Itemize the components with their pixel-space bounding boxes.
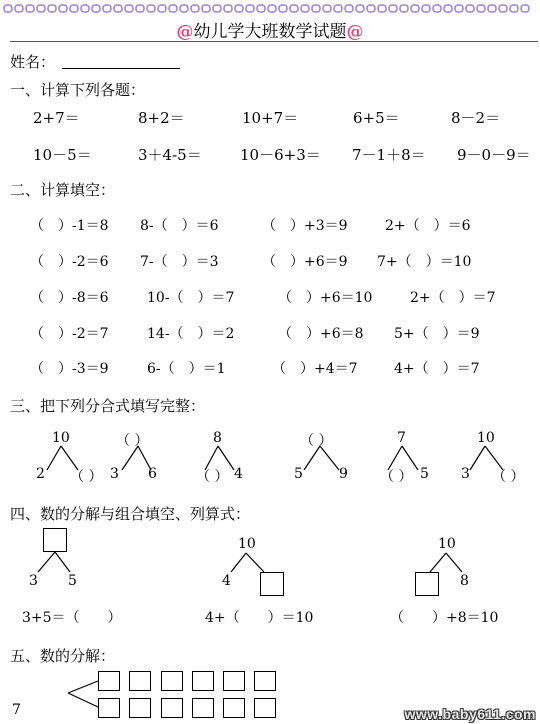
s4-tree-left: 4 (222, 573, 231, 589)
s2-item: （ ）-1＝8 (30, 218, 109, 234)
s1-item: 8+2＝ (138, 109, 185, 127)
answer-box[interactable] (254, 671, 276, 691)
s2-item: （ ）-2＝7 (30, 326, 109, 342)
section3-heading: 三、把下列分合式填写完整： (10, 397, 206, 415)
s4-equation: （ ）+8＝10 (390, 610, 499, 626)
swirl-icon-left: @ (176, 22, 194, 42)
s1-item: 6+5＝ (353, 109, 400, 127)
s2-item: 4+（ ）＝7 (394, 361, 480, 377)
s3-tree-top: 10 (52, 430, 70, 446)
answer-box[interactable] (260, 572, 284, 596)
s1-item: 3＋4-5＝ (138, 146, 202, 164)
answer-box[interactable] (223, 671, 245, 691)
answer-box[interactable] (254, 698, 276, 718)
s2-item: （ ）-3＝9 (30, 361, 109, 377)
s3-tree-right: 6 (148, 466, 157, 482)
title-text: 幼儿学大班数学试题 (193, 22, 347, 42)
s2-item: （ ）+4＝7 (272, 361, 358, 377)
s2-item: 5+（ ）＝9 (394, 326, 480, 342)
s3-tree-top: 10 (477, 430, 495, 446)
s3-tree-top: 7 (397, 430, 406, 446)
s2-item: 10-（ ）＝7 (147, 290, 235, 306)
section1-heading: 一、计算下列各题： (10, 81, 146, 99)
s1-item: 2+7＝ (33, 109, 80, 127)
s4-tree-top: 10 (438, 536, 456, 552)
s4-tree-top: 10 (238, 536, 256, 552)
s1-item: 10+7＝ (242, 109, 299, 127)
s4-equation: 4+（ ）＝10 (205, 610, 314, 626)
s2-item: （ ）-8＝6 (30, 290, 109, 306)
s2-item: 2+（ ）＝7 (410, 290, 496, 306)
answer-box[interactable] (192, 671, 214, 691)
s1-item: 9－0－9＝ (457, 146, 531, 164)
answer-box[interactable] (98, 698, 120, 718)
s3-tree-right[interactable]: （ ） (70, 469, 103, 485)
s3-tree-left: 5 (294, 466, 303, 482)
s3-tree-top[interactable]: （ ） (300, 433, 333, 449)
s3-tree-right: 9 (339, 466, 348, 482)
s2-item: （ ）+6＝8 (278, 326, 364, 342)
swirl-icon-right: @ (346, 22, 364, 42)
s1-item: 10－6+3＝ (240, 146, 321, 164)
name-label: 姓名： (10, 53, 56, 71)
s5-number: 7 (12, 702, 21, 718)
s3-tree-left: 3 (110, 466, 119, 482)
s3-tree-left: 3 (461, 466, 470, 482)
s2-item: （ ）+3＝9 (262, 218, 348, 234)
s3-tree-left[interactable]: （ ） (196, 469, 229, 485)
s4-equation: 3+5＝（ ） (22, 610, 122, 626)
s4-tree-right: 5 (68, 573, 77, 589)
s2-item: （ ）+6＝10 (278, 290, 373, 306)
answer-box[interactable] (192, 698, 214, 718)
s2-item: 8-（ ）＝6 (140, 218, 219, 234)
s3-tree-left[interactable]: （ ） (380, 469, 413, 485)
s2-item: 6-（ ）＝1 (147, 361, 226, 377)
section2-heading: 二、计算填空： (10, 181, 116, 199)
s1-item: 10－5＝ (33, 146, 92, 164)
s2-item: 2+（ ）＝6 (385, 218, 471, 234)
s3-tree-right[interactable]: （ ） (492, 469, 525, 485)
s1-item: 7－1＋8＝ (352, 146, 426, 164)
s2-item: 7+（ ）＝10 (377, 254, 472, 270)
s3-tree-right: 5 (420, 466, 429, 482)
answer-box[interactable] (98, 671, 120, 691)
answer-box[interactable] (223, 698, 245, 718)
s2-item: 14-（ ）＝2 (147, 326, 235, 342)
s1-item: 8－2＝ (451, 109, 501, 127)
s3-tree-top: 8 (213, 430, 222, 446)
section4-heading: 四、数的分解与组合填空、列算式： (10, 505, 251, 523)
watermark: www.baby611.com (404, 706, 536, 722)
s2-item: （ ）-2＝6 (30, 254, 109, 270)
s3-tree-left: 2 (36, 466, 45, 482)
answer-box[interactable] (415, 572, 439, 596)
s4-tree-right: 8 (460, 573, 469, 589)
s4-tree-left: 3 (29, 573, 38, 589)
s3-tree-top[interactable]: （ ） (116, 433, 149, 449)
answer-box[interactable] (129, 698, 151, 718)
s3-tree-right: 4 (234, 466, 243, 482)
section5-heading: 五、数的分解： (10, 647, 116, 665)
s2-item: （ ）+6＝9 (262, 254, 348, 270)
answer-box[interactable] (129, 671, 151, 691)
answer-box[interactable] (161, 698, 183, 718)
answer-box[interactable] (43, 528, 67, 552)
s2-item: 7-（ ）＝3 (140, 254, 219, 270)
answer-box[interactable] (161, 671, 183, 691)
